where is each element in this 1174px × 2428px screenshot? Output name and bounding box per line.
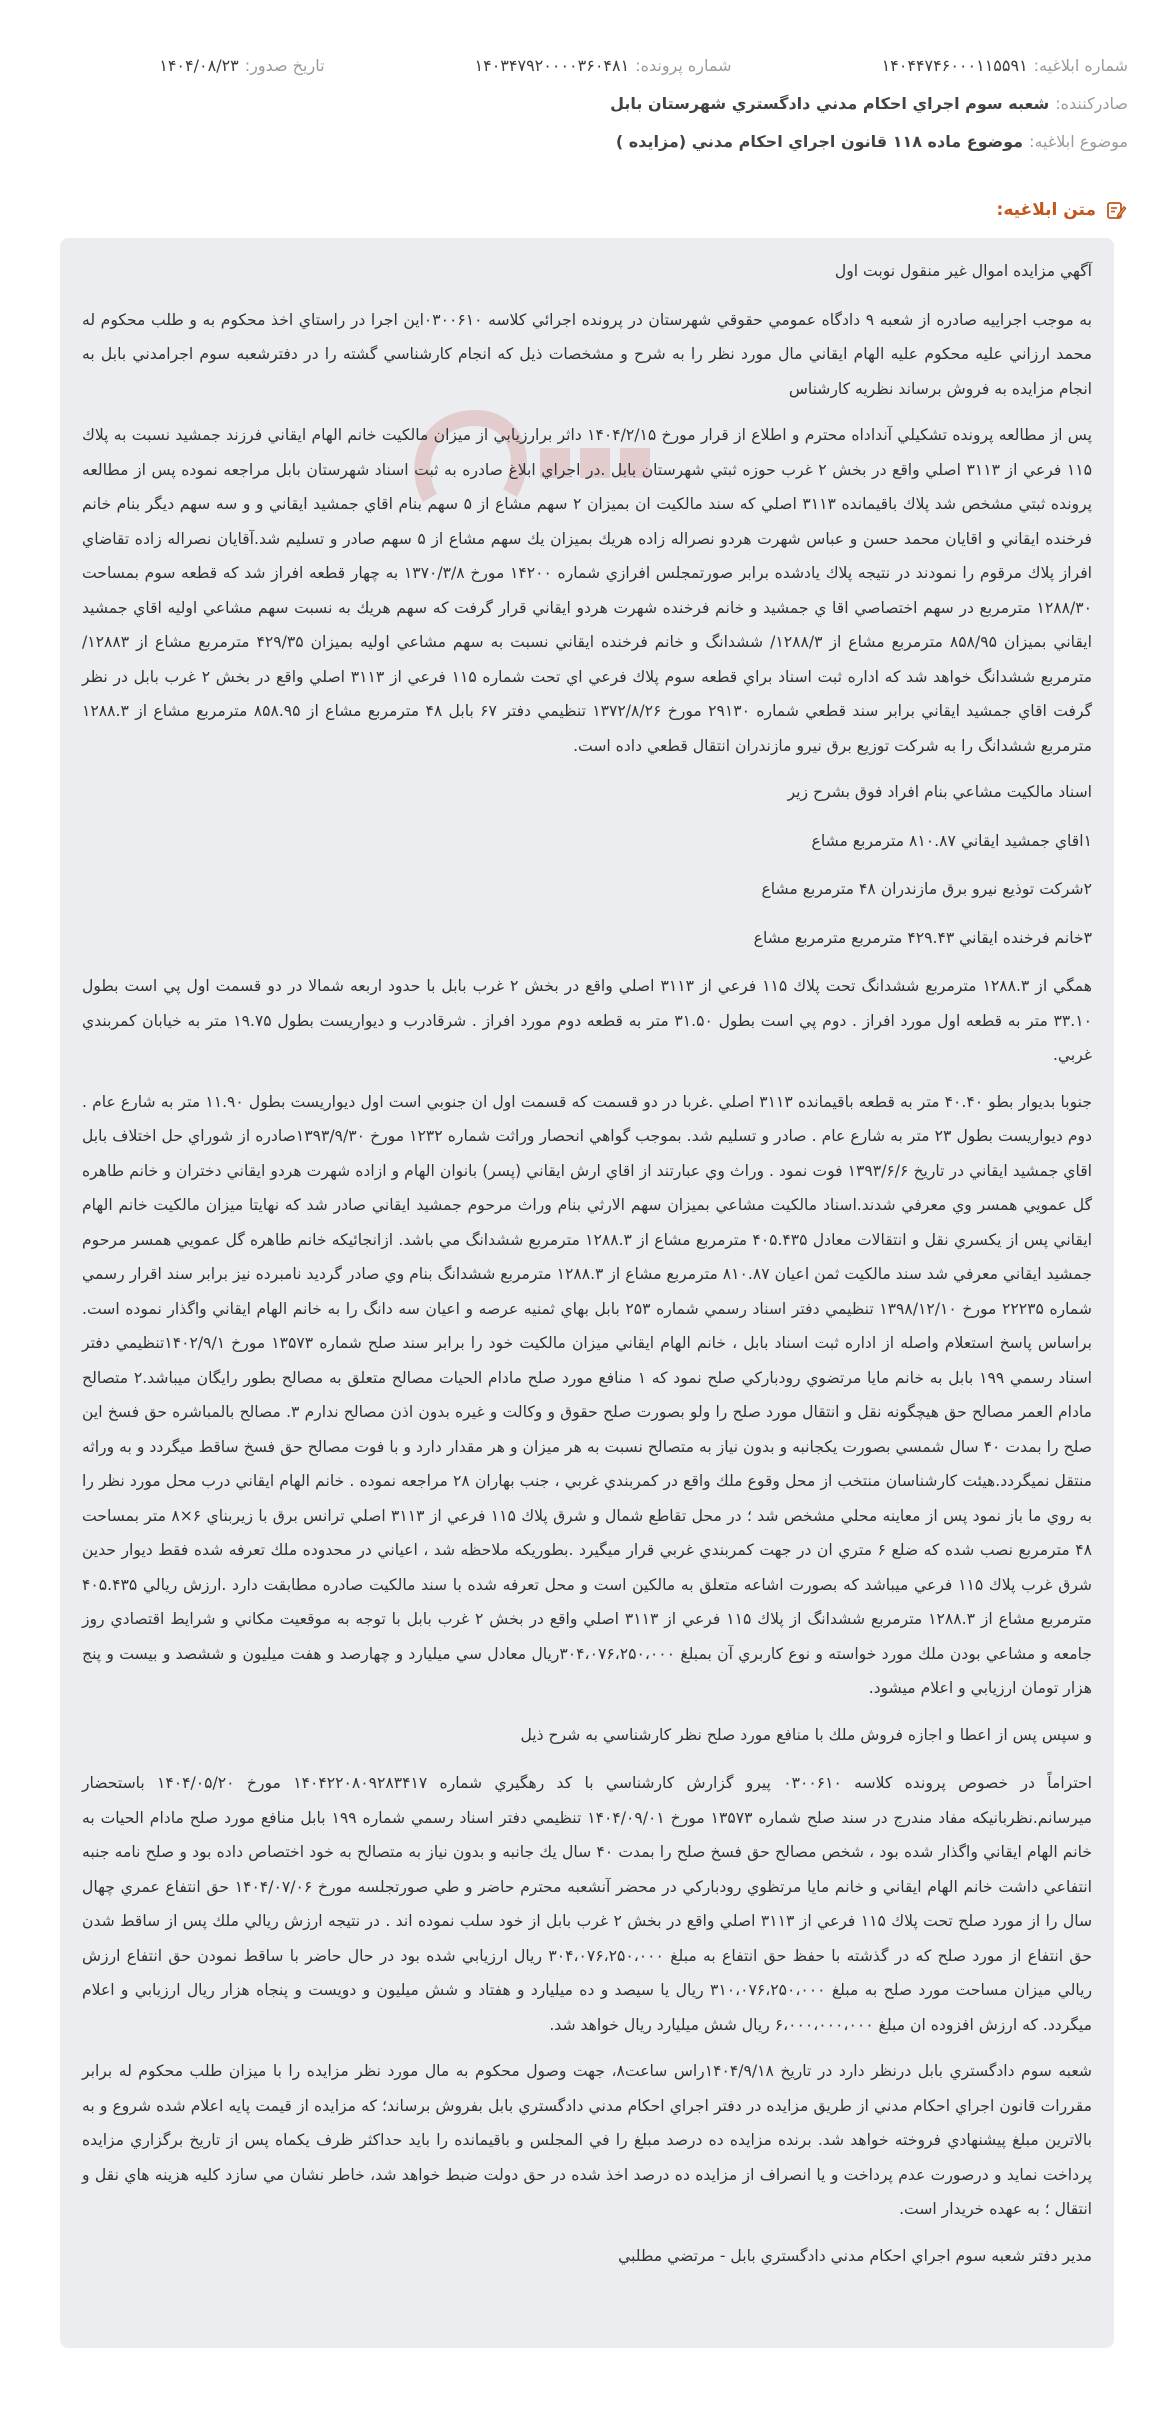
notice-number-label: شماره ابلاغیه: bbox=[1033, 56, 1128, 75]
paragraph-ownership-heading: اسناد مالكيت مشاعي بنام افراد فوق بشرح زير bbox=[787, 783, 1092, 801]
paragraph-property-history: پس از مطالعه پرونده تشكيلي آنداداه محترم و اطلاع از قرار مورخ ۱۴۰۴/۲/۱۵ داثر برارزيابي از ميزان مالكيت خانم الهام ايقاني فرزند جمشيد نسبت به پلاك ۱۱۵ فرعي از ۳۱۱۳ اصلي واقع در بخش ۲ غرب حوزه ثبتي شهرستان بابل .در اجراي ابلاغ صادره به ثبت اسناد شهرستان بابل مراجعه نموده پس از مطالعه پرونده ثبتي مشخص شد پلاك باقيمانده ۳۱۱۳ اصلي كه سند مالكيت ان بميزان ۲ سهم مشاع از ۵ سهم بنام اقاي جمشيد ايقاني و و سه سهم ديگر بنام خانم فرخنده ايقاني و اقايان محمد حسن و عباس شهرت هردو نصراله زاده هريك بميزان يك سهم مشاع از ۵ سهم صادر و تسليم شد.آقايان نصراله زاده تقاضاي افراز پلاك مرقوم را نمودند در نتيجه پلاك يادشده برابر صورتمجلس افرازي شماره ۱۴۲۰۰ مورخ ۱۳۷۰/۳/۸ به چهار قطعه افراز شد كه قطعه سوم بمساحت ۱۲۸۸/۳۰ مترمربع در سهم اختصاصي اقا ي جمشيد و خانم فرخنده شهرت هردو ايقاني قرار گرفت كه سهم هريك به نسبت سهم مشاعي اوليه اقاي جمشيد ايقاني بميزان ۸۵۸/۹۵ مترمربع مشاع از ۱۲۸۸/۳/ ششدانگ و خانم فرخنده ايقاني نسبت به سهم مشاعي اوليه بميزان ۴۲۹/۳۵ مترمربع مشاع از ۱۲۸۸۳/ مترمربع ششدانگ خواهد شد كه اداره ثبت اسناد براي قطعه سوم پلاك فرعي اي تحت شماره ۱۱۵ فرعي از ۳۱۱۳ اصلي واقع در بخش ۲ غرب بابل در نظر گرفت اقاي جمشيد ايقاني برابر سند قطعي شماره ۲۹۱۳۰ مورخ ۱۳۷۲/۸/۲۶ تنظيمي دفتر ۶۷ بابل ۴۸ مترمربع مشاع از ۸۵۸.۹۵ مترمربع مشاع از ۱۲۸۸.۳ مترمربع ششدانگ را به شركت توزيع برق نيرو مازندران انتقال قطعي داده است. bbox=[82, 426, 1093, 755]
case-number-label: شماره پرونده: bbox=[635, 56, 732, 75]
issuer-label: صادرکننده: bbox=[1055, 94, 1128, 113]
paragraph-auction-terms: شعبه سوم دادگستري بابل درنظر دارد در تاريخ ۱۴۰۴/۹/۱۸راس ساعت۸، جهت وصول محكوم به مال مورد نظر مزايده را با ميزان طلب محكوم له برابر مقررات قانون اجراي احكام مدني از طريق مزايده در دفتر اجراي احكام مدني دادگستري بابل بفروش برساند؛ كه مزايده از قيمت پايه اعلام شده شروع و به بالاترين مبلغ پيشنهادي فروخته خواهد شد. برنده مزايده ده درصد مبلغ را في المجلس و باقيمانده را بايد حداكثر ظرف يكماه پس از تاريخ برگزاري مزايده پرداخت نمايد و درصورت عدم پرداخت و يا انصراف از مزايده ده درصد اخذ شده در حق دولت ضبط خواهد شد، خاطر نشان مي سازد كليه هزينه هاي نقل و انتقال ؛ به عهده خريدار است. bbox=[82, 2062, 1092, 2218]
notice-body bbox=[60, 238, 1114, 2348]
paragraph-execution: به موجب اجراييه صادره از شعبه ۹ دادگاه عمومي حقوقي شهرستان در پرونده اجرائي كلاسه ۰۳۰۰۶۱۰اين اجرا در راستاي اخذ محكوم به و طلب محكوم له محمد ارزاني عليه محكوم عليه الهام ايقاني مال مورد نظر را به شرح و مشخصات ذيل كه انجام كارشناسي گشته را در دفترشعبه سوم اجرامدني بابل به انجام مزايده به فروش برساند نظريه كارشناس bbox=[82, 310, 1092, 398]
paragraph-valuation: جنوبا بديوار بطو ۴۰.۴۰ متر به قطعه باقيمانده ۳۱۱۳ اصلي .غربا در دو قسمت كه قسمت اول ان جنوبي است اول ديواريست بطول ۱۱.۹۰ متر به شارع عام . دوم ديواريست بطول ۲۳ متر به شارع عام . صادر و تسليم شد. بموجب گواهي انحصار وراثت شماره ۱۲۳۲ مورخ ۱۳۹۳/۹/۳۰صادره از شوراي حل اختلاف بابل اقاي جمشيد ايقاني در تاريخ ۱۳۹۳/۶/۶ فوت نمود . وراث وي عبارتند از اقاي ارش ايقاني (پسر) بانوان الهام و ازاده شهرت هردو ايقاني دختران و خانم طاهره گل عمويي همسر وي معرفي شدند.اسناد مالكيت مشاعي بميزان سهم الارثي بنام وراث مرحوم جمشيد ايقاني صادر شد كه نهايتا ميزان مالكيت خانم الهام ايقاني پس از يكسري نقل و انتقالات معادل ۴۰۵.۴۳۵ مترمربع مشاع از ۱۲۸۸.۳ مترمربع ششدانگ مي باشد. ازانجائيكه خانم طاهره گل عمويي همسر مرحوم جمشيد ايقاني معرفي شد سند مالكيت ثمن اعيان ۸۱۰.۸۷ مترمربع مشاع از ۱۲۸۸.۳ مترمربع ششدانگ بنام وي صادر گرديد نامبرده نيز برابر سند اقرار رسمي شماره ۲۲۲۳۵ مورخ ۱۳۹۸/۱۲/۱۰ تنظيمي دفتر اسناد رسمي شماره ۲۵۳ بابل بهاي ثمنيه عرصه و اعيان سه دانگ را به خانم الهام ايقاني واگذار نموده است. براساس پاسخ استعلام واصله از اداره ثبت اسناد بابل ، خانم الهام ايقاني ميزان مالكيت خود را برابر سند صلح شماره ۱۳۵۷۳ مورخ ۱۴۰۲/۹/۱تنظيمي دفتر اسناد رسمي ۱۹۹ بابل به خانم مايا مرتضوي رودباركي صلح نمود كه ۱ منافع مورد صلح مادام الحيات مصالح متعلق به مصالح بطور رايگان ميباشد.۲ متصالح مادام العمر مصالح حق هيچگونه نقل و انتقال مورد صلح را ولو بصورت صلح حقوق و وكالت و غيره بدون اذن مصالح ندارم ۳. مصالح بالمباشره حق فسخ اين صلح را بمدت ۴۰ سال شمسي بصورت يكجانبه و بدون نياز به متصالح نسبت به هر ميزان و هر مقدار دارد و با فوت مصالح حق فسخ ساقط ميگردد و به وراثه منتقل نميگردد.هيئت كارشناسان منتخب از محل وقوع ملك واقع در كمربندي غربي ، جنب بهاران ۲۸ مراجعه نموده . خانم الهام ايقاني درب محل مورد نظر را به روي ما باز نمود پس از معاينه محلي مشخص شد ؛ در محل تقاطع شمال و شرق پلاك ۱۱۵ فرعي از ۳۱۱۳ اصلي ترانس برق با زيربناي ۶×۸ متر بمساحت ۴۸ مترمربع نصب شده كه ضلع ۶ متري ان در جهت كمربندي غربي قرار ميگيرد .بطوريكه ملاحظه شد ، اعياني در محدوده ملك تعرفه شده فقط ديوار حدين شرق غرب پلاك ۱۱۵ فرعي ميباشد كه بصورت اشاعه متعلق به مالكين است و محل تعرفه شده با سند مالكيت صادره مطابقت دارد .ارزش ريالي ۴۰۵.۴۳۵ مترمربع مشاع از ۱۲۸۸.۳ مترمربع ششدانگ از پلاك ۱۱۵ فرعي از ۳۱۱۳ اصلي واقع در بخش ۲ غرب بابل با توجه به موقعيت مكاني و شرايط اقتصادي روز جامعه و مشاعي بودن ملك مورد خواسته و نوع كاربري آن بمبلغ ۳۰۴،۰۷۶،۲۵۰،۰۰۰ريال معادل سي ميليارد و چهارصد و هفت ميليون و ششصد و بيست و پنج هزار تومان ارزيابي و اعلام ميشود. bbox=[82, 1092, 1093, 1697]
meta-row-issuer bbox=[46, 94, 1128, 132]
auction-title: آگهي مزايده اموال غير منقول نوبت اول bbox=[834, 262, 1092, 280]
meta-row-numbers bbox=[46, 56, 1128, 94]
issuer: شعبه سوم اجراي احكام مدني دادگستري شهرستان بابل bbox=[610, 94, 1050, 113]
document-pen-icon bbox=[1104, 198, 1128, 222]
meta-row-subject bbox=[46, 132, 1128, 170]
paragraph-expert-heading: و سپس پس از اعطا و اجازه فروش ملك با منافع مورد صلح نظر كارشناسي به شرح ذيل bbox=[520, 1725, 1092, 1744]
owner-item-3: ۳خانم فرخنده ايقاني ۴۲۹.۴۳ مترمربع مترمربع مشاع bbox=[753, 928, 1092, 947]
notice-text-title: متن ابلاغیه: bbox=[996, 200, 1096, 220]
signature-line: مدير دفتر شعبه سوم اجراي احكام مدني دادگستري بابل - مرتضي مطلبي bbox=[618, 2246, 1092, 2265]
notice-text-heading bbox=[997, 198, 1128, 222]
issue-date-label: تاریخ صدور: bbox=[244, 56, 325, 75]
owner-item-2: ۲شركت توذيع نيرو برق مازندران ۴۸ مترمربع مشاع bbox=[761, 880, 1092, 898]
issue-date: ۱۴۰۴/۰۸/۲۳ bbox=[159, 56, 239, 75]
notice-number: ۱۴۰۴۴۷۴۶۰۰۰۱۱۵۵۹۱ bbox=[881, 56, 1028, 75]
subject-label: موضوع ابلاغیه: bbox=[1029, 132, 1128, 151]
case-number: ۱۴۰۳۴۷۹۲۰۰۰۰۳۶۰۴۸۱ bbox=[474, 56, 630, 75]
paragraph-expert-opinion: احتراماً در خصوص پرونده كلاسه ۰۳۰۰۶۱۰ پيرو گزارش كارشناسي با كد رهگيري شماره ۱۴۰۴۲۲۰۸۰۹۲۸۳۴۱۷ مورخ ۱۴۰۴/۰۵/۲۰ باستحضار ميرسانم.نظربانيكه مفاد مندرج در سند صلح شماره ۱۳۵۷۳ مورخ ۱۴۰۴/۰۹/۰۱ تنظيمي دفتر اسناد رسمي شماره ۱۹۹ بابل منافع مورد صلح مادام الحيات به خانم الهام ايقاني واگذار شده بود ، شخص مصالح حق فسخ صلح را بمدت ۴۰ سال يك جانبه و بدون نياز به متصالح به خود اختصاص داده بود و صلح نامه جنبه انتفاعي داشت خانم الهام ايقاني و خانم مايا مرتظوي رودباركي در محضر آنشعبه محترم حاضر و طي صورتجلسه مورخ ۱۴۰۴/۰۷/۰۶ حق انتفاع عمري چهال سال را از مورد صلح تحت پلاك ۱۱۵ فرعي از ۳۱۱۳ اصلي واقع در بخش ۲ غرب بابل از خود سلب نموده اند . در نتيجه ارزش ريالي ملك پس از ساقط شدن حق انتفاع از مورد صلح كه در گذشته با حفظ حق انتفاع به مبلغ ۳۰۴،۰۷۶،۲۵۰،۰۰۰ ريال ارزيابي شده بود در حال حاضر با ساقط نمودن حق انتفاع ارزش ريالي ميزان مساحت مورد صلح به مبلغ ۳۱۰،۰۷۶،۲۵۰،۰۰۰ ريال يا سيصد و ده ميليارد و هفتاد و شش ميليون و دويست و پنجاه هزار ريال ارزيابي و اعلام ميگردد. كه ارزش افزوده ان مبلغ ۶،۰۰۰،۰۰۰،۰۰۰ ريال شش ميليارد ريال خواهد شد. bbox=[82, 1774, 1093, 2034]
paragraph-boundaries: همگي از ۱۲۸۸.۳ مترمربع ششدانگ تحت پلاك ۱۱۵ فرعي از ۳۱۱۳ اصلي واقع در بخش ۲ غرب بابل با حدود اربعه شمالا در دو قسمت اول پي است بطول ۳۳.۱۰ متر به قطعه اول مورد افراز . دوم پي است بطول ۳۱.۵۰ متر به قطعه دوم مورد افراز . شرقادرب و ديواريست بطول ۱۹.۷۵ متر به خيابان كمربندي غربي. bbox=[82, 977, 1092, 1064]
subject: موضوع ماده ۱۱۸ قانون اجراي احكام مدني (مزايده ) bbox=[615, 132, 1024, 151]
owner-item-1: ۱اقاي جمشيد ايقاني ۸۱۰.۸۷ مترمربع مشاع bbox=[811, 831, 1092, 850]
notice-metadata bbox=[46, 56, 1128, 170]
